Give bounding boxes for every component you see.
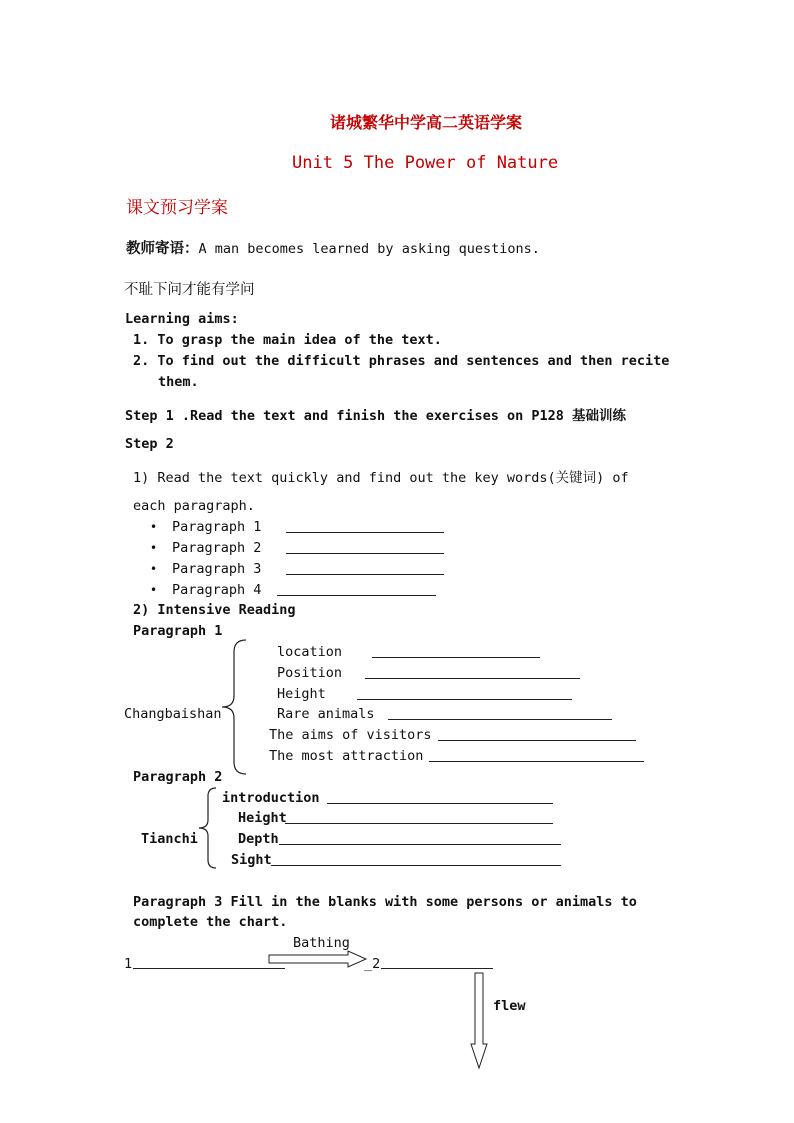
bullet-icon: • (150, 541, 158, 555)
down-arrow-icon (470, 972, 488, 1070)
answer-blank[interactable] (133, 968, 285, 969)
answer-blank[interactable] (372, 657, 540, 658)
aim-item-2-cont: them. (158, 374, 199, 390)
chart-box-2-number: _2 (364, 956, 381, 972)
right-arrow-icon (268, 950, 368, 968)
answer-blank[interactable] (365, 678, 580, 679)
left-brace-icon (196, 786, 218, 870)
bullet-icon: • (150, 562, 158, 576)
bullet-icon: • (150, 583, 158, 597)
chart-box-1-number: 1 (124, 956, 133, 972)
answer-blank[interactable] (438, 740, 636, 741)
paragraph-label-4: Paragraph 4 (172, 582, 262, 598)
para2-item-introduction: introduction (222, 790, 320, 806)
unit-title: Unit 5 The Power of Nature (292, 153, 559, 173)
para1-item-aims: The aims of visitors (269, 727, 432, 743)
answer-blank[interactable] (279, 844, 561, 845)
motto-english: A man becomes learned by asking questions. (198, 241, 540, 257)
aim-item-1: 1. To grasp the main idea of the text. (133, 332, 442, 348)
motto-label: 教师寄语： (126, 241, 199, 257)
answer-blank[interactable] (388, 719, 612, 720)
step2-q1-line2: each paragraph. (133, 498, 255, 514)
answer-blank[interactable] (271, 865, 561, 866)
answer-blank[interactable] (277, 595, 436, 596)
answer-blank[interactable] (286, 574, 444, 575)
paragraph-label-1: Paragraph 1 (172, 519, 262, 535)
para3-heading-line1: Paragraph 3 Fill in the blanks with some persons or animals to (133, 894, 637, 910)
answer-blank[interactable] (357, 699, 572, 700)
answer-blank[interactable] (327, 803, 553, 804)
flew-label: flew (493, 998, 526, 1014)
step2-q1-line1: 1) Read the text quickly and find out the key words(关键词) of (133, 470, 629, 486)
para3-heading-line2: complete the chart. (133, 914, 288, 930)
learning-aims-heading: Learning aims: (125, 311, 239, 327)
answer-blank[interactable] (286, 553, 444, 554)
para1-item-position: Position (277, 665, 343, 681)
step2-heading: Step 2 (125, 436, 174, 452)
para2-item-sight: Sight (231, 852, 272, 868)
step1-text: Step 1 .Read the text and finish the exercises on P128 基础训练 (125, 408, 627, 424)
section-title: 课文预习学案 (126, 198, 228, 218)
para1-item-location: location (277, 644, 343, 660)
bathing-label: Bathing (293, 935, 350, 951)
para2-item-height: Height (238, 810, 287, 826)
para1-item-attraction: The most attraction (269, 748, 424, 764)
para2-item-depth: Depth (238, 831, 279, 847)
answer-blank[interactable] (286, 532, 444, 533)
paragraph-label-2: Paragraph 2 (172, 540, 262, 556)
tianchi-label: Tianchi (141, 831, 198, 847)
intensive-reading-heading: 2) Intensive Reading (133, 602, 296, 618)
changbaishan-label: Changbaishan (124, 706, 222, 722)
teacher-motto (126, 237, 540, 258)
answer-blank[interactable] (429, 761, 644, 762)
para1-heading: Paragraph 1 (133, 623, 223, 639)
motto-chinese: 不耻下问才能有学问 (124, 282, 255, 298)
school-title: 诸城繁华中学高二英语学案 (330, 113, 523, 132)
para1-item-height: Height (277, 686, 326, 702)
bullet-icon: • (150, 520, 158, 534)
answer-blank[interactable] (381, 968, 493, 969)
para1-item-rare-animals: Rare animals (277, 706, 375, 722)
para2-heading: Paragraph 2 (133, 769, 223, 785)
aim-item-2: 2. To find out the difficult phrases and sentences and then recite (133, 353, 670, 369)
left-brace-icon (218, 638, 248, 776)
answer-blank[interactable] (285, 823, 553, 824)
paragraph-label-3: Paragraph 3 (172, 561, 262, 577)
